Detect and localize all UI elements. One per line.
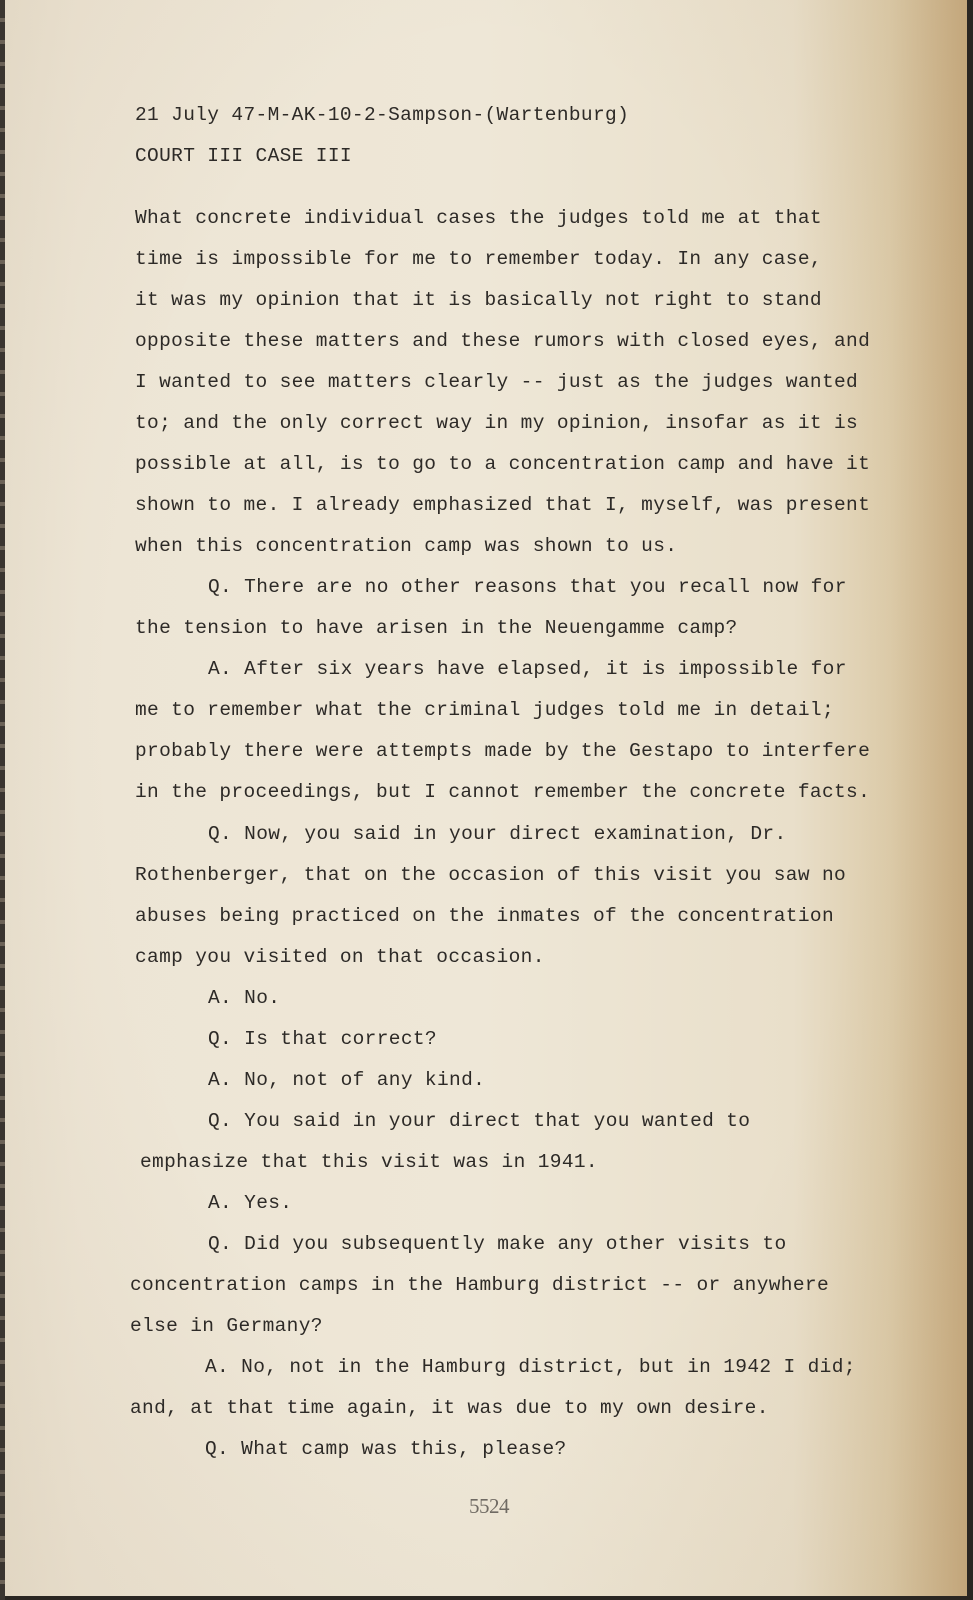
binding-edge <box>0 0 5 1600</box>
transcript-line: and, at that time again, it was due to my own desire. <box>130 1397 769 1419</box>
transcript-line: probably there were attempts made by the Gestapo to interfere <box>135 740 871 762</box>
question-line: Q. You said in your direct that you wanted to <box>208 1110 751 1132</box>
transcript-line: me to remember what the criminal judges told me in detail; <box>135 699 835 721</box>
question-line: Q. There are no other reasons that you recall now for <box>208 576 847 598</box>
transcript-line: in the proceedings, but I cannot remember the concrete facts. <box>135 781 871 803</box>
transcript-line: Rothenberger, that on the occasion of this visit you saw no <box>135 864 847 886</box>
question-line: Q. Did you subsequently make any other visits to <box>208 1233 787 1255</box>
answer-line: A. No, not of any kind. <box>208 1069 486 1091</box>
transcript-line: else in Germany? <box>130 1315 323 1337</box>
answer-line: A. No, not in the Hamburg district, but in 1942 I did; <box>205 1356 856 1378</box>
header-reference: 21 July 47-M-AK-10-2-Sampson-(Wartenburg) <box>135 104 630 126</box>
transcript-line: concentration camps in the Hamburg district -- or anywhere <box>130 1274 830 1296</box>
transcript-line: possible at all, is to go to a concentration camp and have it <box>135 453 871 475</box>
transcript-line: to; and the only correct way in my opinion, insofar as it is <box>135 412 859 434</box>
answer-line: A. No. <box>208 987 281 1009</box>
question-line: Q. Is that correct? <box>208 1028 437 1050</box>
header-court-case: COURT III CASE III <box>135 145 352 167</box>
answer-line: A. After six years have elapsed, it is impossible for <box>208 658 847 680</box>
transcript-line: when this concentration camp was shown to us. <box>135 535 678 557</box>
question-line: Q. What camp was this, please? <box>205 1438 567 1460</box>
transcript-line: camp you visited on that occasion. <box>135 946 545 968</box>
transcript-line: abuses being practiced on the inmates of the concentration <box>135 905 835 927</box>
transcript-line: emphasize that this visit was in 1941. <box>140 1151 598 1173</box>
transcript-line: shown to me. I already emphasized that I, myself, was present <box>135 494 871 516</box>
transcript-line: it was my opinion that it is basically not right to stand <box>135 289 822 311</box>
transcript-line: I wanted to see matters clearly -- just as the judges wanted <box>135 371 859 393</box>
transcript-line: What concrete individual cases the judges told me at that <box>135 207 822 229</box>
answer-line: A. Yes. <box>208 1192 293 1214</box>
page-number: 5524 <box>469 1494 509 1518</box>
transcript-line: time is impossible for me to remember today. In any case, <box>135 248 822 270</box>
transcript-line: opposite these matters and these rumors with closed eyes, and <box>135 330 871 352</box>
transcript-line: the tension to have arisen in the Neuengamme camp? <box>135 617 738 639</box>
question-line: Q. Now, you said in your direct examination, Dr. <box>208 823 787 845</box>
